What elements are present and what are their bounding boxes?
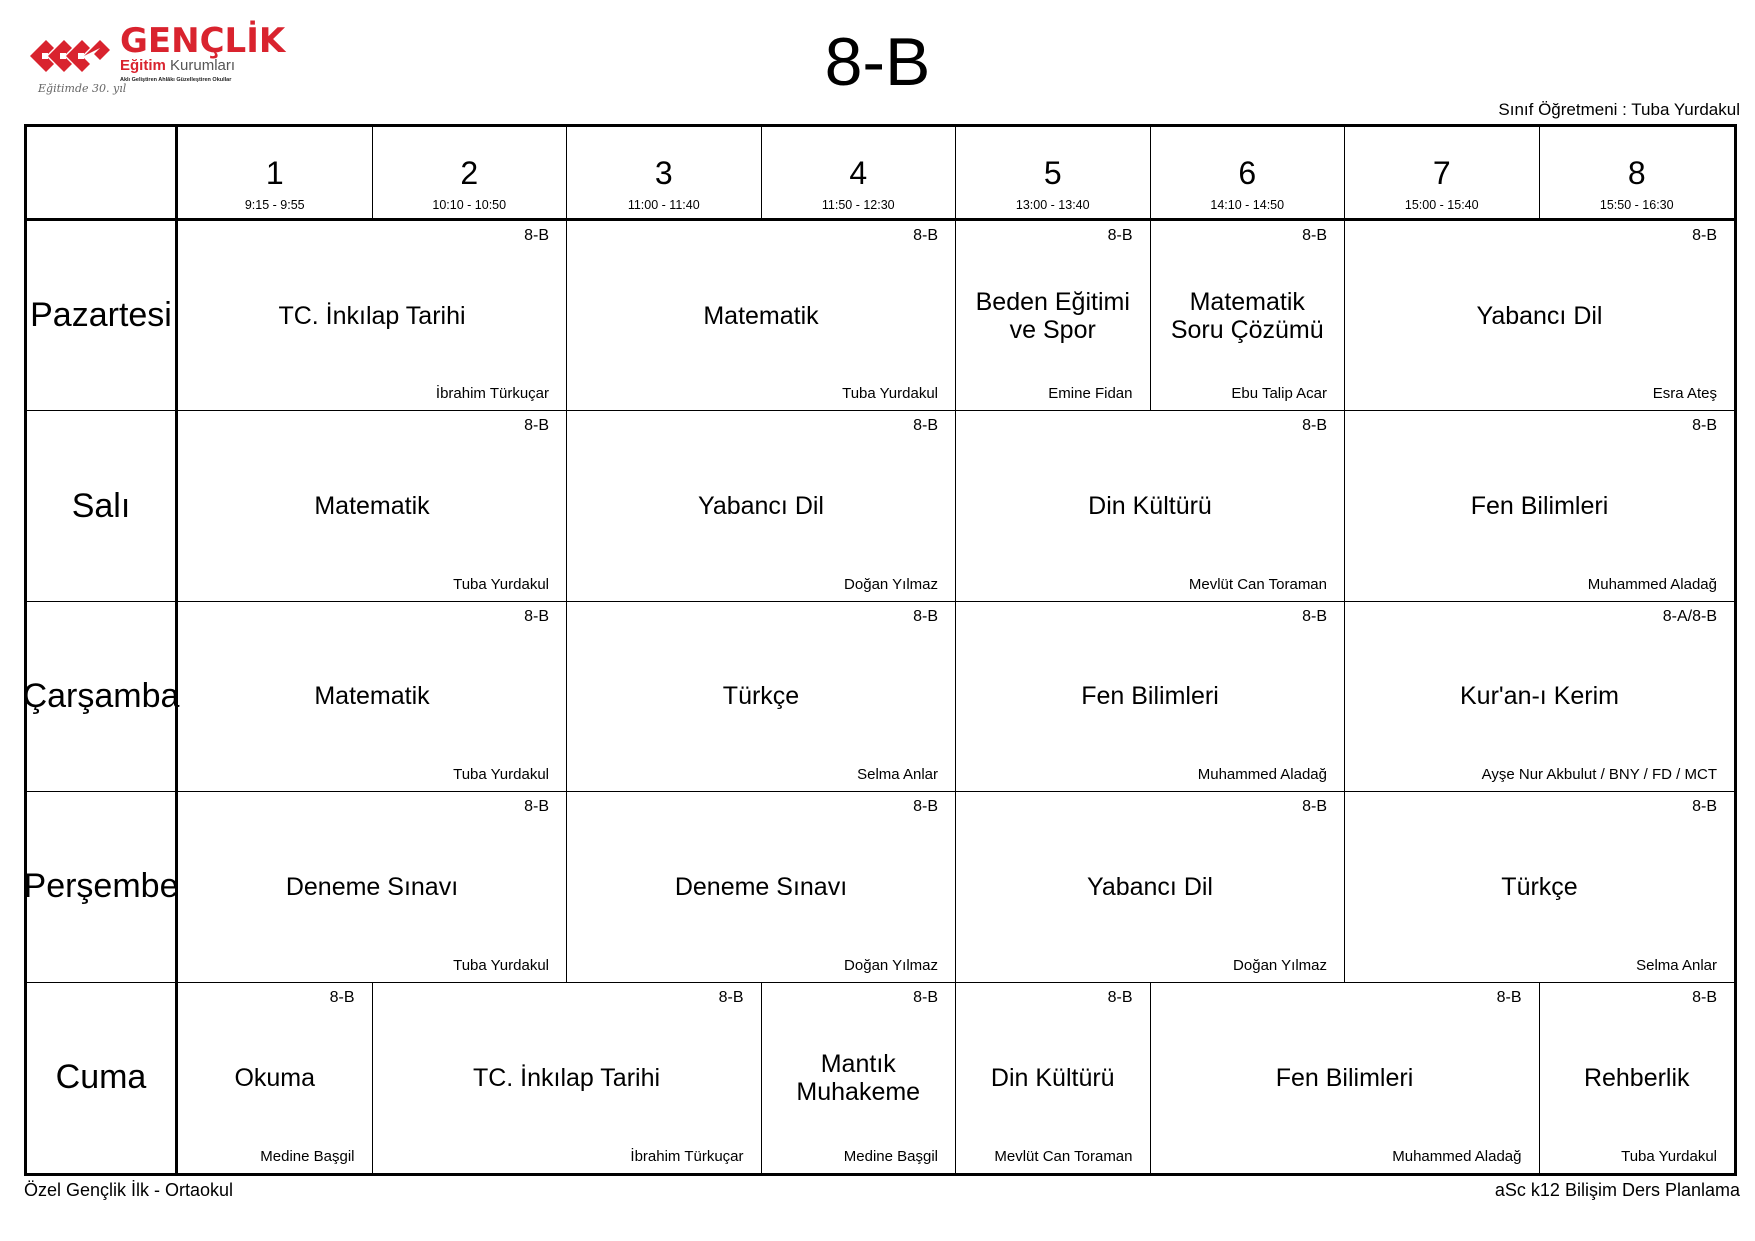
lesson-cell[interactable]: [178, 602, 567, 792]
lesson-cell[interactable]: [178, 221, 567, 411]
lesson-cell[interactable]: [956, 602, 1345, 792]
lesson-teacher: Doğan Yılmaz: [1233, 956, 1327, 974]
lesson-cell[interactable]: [956, 983, 1151, 1173]
lesson-subject: Din Kültürü: [1088, 492, 1212, 521]
lesson-cell[interactable]: [178, 411, 567, 601]
lesson-cell[interactable]: [373, 983, 762, 1173]
timetable-grid: [24, 124, 1737, 1176]
period-time: 13:00 - 13:40: [1015, 198, 1090, 212]
logo-brand: GENÇLİK: [120, 21, 286, 61]
lesson-teacher: Mevlüt Can Toraman: [1188, 575, 1327, 593]
lesson-teacher: Esra Ateş: [1652, 385, 1717, 403]
lesson-class: 8-B: [524, 798, 549, 816]
lesson-subject: Yabancı Dil: [1476, 301, 1603, 330]
period-time: 14:10 - 14:50: [1210, 198, 1285, 212]
lesson-subject: Yabancı Dil: [1087, 872, 1213, 901]
lesson-teacher: Medine Başgil: [260, 1147, 355, 1165]
lesson-class: 8-B: [524, 227, 549, 244]
lesson-teacher: İbrahim Türkuçar: [630, 1147, 744, 1165]
lesson-subject: Mantık Muhakeme: [796, 1049, 921, 1106]
lesson-subject: Yabancı Dil: [698, 492, 824, 521]
lesson-subject: Matematik Soru Çözümü: [1170, 287, 1324, 344]
lesson-class: 8-B: [1692, 988, 1717, 1006]
period-number: 2: [460, 155, 479, 191]
lesson-class: 8-B: [1302, 607, 1327, 625]
period-time: 15:00 - 15:40: [1404, 198, 1479, 212]
day-label-2: Çarşamba: [27, 602, 178, 792]
lesson-teacher: Doğan Yılmaz: [844, 956, 938, 974]
lesson-teacher: Mevlüt Can Toraman: [994, 1147, 1133, 1165]
period-number: 6: [1238, 155, 1257, 191]
lesson-teacher: Medine Başgil: [843, 1147, 938, 1165]
lesson-cell[interactable]: [956, 411, 1345, 601]
lesson-cell[interactable]: [762, 983, 957, 1173]
lesson-cell[interactable]: [1345, 602, 1734, 792]
period-time: 11:00 - 11:40: [627, 198, 700, 212]
logo-sub-bold: Eğitim: [120, 57, 166, 74]
lesson-teacher: Selma Anlar: [1636, 956, 1717, 974]
lesson-class: 8-B: [913, 607, 938, 625]
logo-sub-light: Kurumları: [170, 57, 236, 74]
period-header-5: [956, 127, 1151, 221]
lesson-teacher: Ayşe Nur Akbulut / BNY / FD / MCT: [1481, 766, 1717, 784]
lesson-cell[interactable]: [178, 983, 373, 1173]
lesson-subject: Kur'an-ı Kerim: [1460, 682, 1619, 711]
period-header-4: [762, 127, 957, 221]
logo-est: Eğitimde 30. yıl: [38, 82, 127, 95]
period-number: 7: [1432, 155, 1451, 191]
class-teacher: Sınıf Öğretmeni : Tuba Yurdakul: [1498, 100, 1740, 119]
lesson-teacher: Tuba Yurdakul: [1621, 1147, 1717, 1165]
period-header-8: [1540, 127, 1735, 221]
day-label-1: Salı: [27, 411, 178, 601]
lesson-class: 8-B: [1692, 227, 1717, 244]
lesson-cell[interactable]: [567, 221, 956, 411]
period-number: 5: [1043, 155, 1062, 191]
lesson-subject: Matematik: [314, 492, 430, 521]
lesson-class: 8-B: [913, 798, 938, 816]
period-header-2: [373, 127, 568, 221]
lesson-cell[interactable]: [1540, 983, 1735, 1173]
period-time: 9:15 - 9:55: [244, 198, 305, 212]
lesson-subject: Din Kültürü: [990, 1063, 1115, 1092]
lesson-teacher: Muhammed Aladağ: [1392, 1147, 1522, 1165]
lesson-class: 8-B: [524, 607, 549, 625]
lesson-subject: TC. İnkılap Tarihi: [472, 1063, 661, 1092]
lesson-class: 8-B: [1107, 227, 1133, 244]
lesson-subject: Fen Bilimleri: [1470, 492, 1609, 521]
lesson-class: 8-B: [1302, 798, 1327, 816]
lesson-teacher: Muhammed Aladağ: [1587, 575, 1717, 593]
lesson-cell[interactable]: [1345, 792, 1734, 982]
logo-tagline: Aklı Geliştiren Ahlâkı Güzelleştiren Okullar: [120, 77, 232, 83]
lesson-class: 8-B: [718, 988, 744, 1006]
lesson-teacher: Muhammed Aladağ: [1197, 766, 1327, 784]
lesson-cell[interactable]: [956, 221, 1151, 411]
lesson-class: 8-B: [1302, 227, 1327, 244]
lesson-cell[interactable]: [1151, 983, 1540, 1173]
lesson-subject: Deneme Sınavı: [285, 872, 459, 901]
lesson-class: 8-B: [329, 988, 355, 1006]
lesson-subject: Fen Bilimleri: [1275, 1063, 1414, 1092]
lesson-teacher: Emine Fidan: [1048, 385, 1133, 403]
day-label-4: Cuma: [27, 983, 178, 1173]
lesson-teacher: Tuba Yurdakul: [453, 575, 549, 593]
lesson-class: 8-B: [1692, 417, 1717, 435]
period-time: 15:50 - 16:30: [1599, 198, 1674, 212]
lesson-cell[interactable]: [956, 792, 1345, 982]
period-header-1: [178, 127, 373, 221]
lesson-class: 8-B: [1107, 988, 1133, 1006]
lesson-subject: Beden Eğitimi ve Spor: [975, 287, 1130, 344]
period-number: 4: [849, 155, 868, 191]
lesson-class: 8-B: [913, 417, 938, 435]
period-header-6: [1151, 127, 1346, 221]
day-label-3: Perşembe: [27, 792, 178, 982]
lesson-teacher: Selma Anlar: [857, 766, 938, 784]
lesson-class: 8-B: [1302, 417, 1327, 435]
lesson-teacher: İbrahim Türkuçar: [435, 385, 549, 403]
lesson-cell[interactable]: [567, 602, 956, 792]
lesson-cell[interactable]: [178, 792, 567, 982]
lesson-teacher: Tuba Yurdakul: [842, 385, 938, 403]
lesson-class: 8-B: [524, 417, 549, 435]
lesson-class: 8-A/8-B: [1662, 607, 1717, 625]
lesson-class: 8-B: [913, 988, 938, 1006]
lesson-teacher: Doğan Yılmaz: [844, 575, 938, 593]
page-title: 8-B: [824, 24, 931, 100]
period-header-7: [1345, 127, 1540, 221]
period-time: 11:50 - 12:30: [821, 198, 895, 212]
lesson-teacher: Tuba Yurdakul: [453, 766, 549, 784]
lesson-cell[interactable]: [1151, 221, 1346, 411]
lesson-subject: Türkçe: [1501, 872, 1578, 901]
day-label-0: Pazartesi: [27, 221, 178, 411]
lesson-class: 8-B: [1692, 798, 1717, 816]
lesson-subject: Türkçe: [722, 682, 800, 711]
corner-cell: [27, 127, 178, 221]
lesson-subject: Okuma: [234, 1063, 316, 1092]
lesson-teacher: Tuba Yurdakul: [453, 956, 549, 974]
lesson-subject: Matematik: [703, 301, 819, 330]
lesson-subject: Fen Bilimleri: [1081, 682, 1219, 711]
lesson-subject: Matematik: [314, 682, 430, 711]
lesson-class: 8-B: [1496, 988, 1522, 1006]
lesson-subject: TC. İnkılap Tarihi: [278, 301, 466, 330]
footer-software: aSc k12 Bilişim Ders Planlama: [1494, 1180, 1740, 1200]
lesson-cell[interactable]: [1345, 411, 1734, 601]
period-number: 8: [1627, 155, 1646, 191]
lesson-subject: Rehberlik: [1583, 1063, 1690, 1092]
lesson-subject: Deneme Sınavı: [674, 872, 848, 901]
lesson-cell[interactable]: [1345, 221, 1734, 411]
lesson-class: 8-B: [913, 227, 938, 244]
period-time: 10:10 - 10:50: [432, 198, 507, 212]
period-number: 3: [654, 155, 673, 191]
footer-school: Özel Gençlik İlk - Ortaokul: [24, 1180, 234, 1200]
lesson-teacher: Ebu Talip Acar: [1231, 385, 1327, 403]
period-number: 1: [265, 155, 284, 191]
period-header-3: [567, 127, 762, 221]
lesson-cell[interactable]: [567, 411, 956, 601]
lesson-cell[interactable]: [567, 792, 956, 982]
